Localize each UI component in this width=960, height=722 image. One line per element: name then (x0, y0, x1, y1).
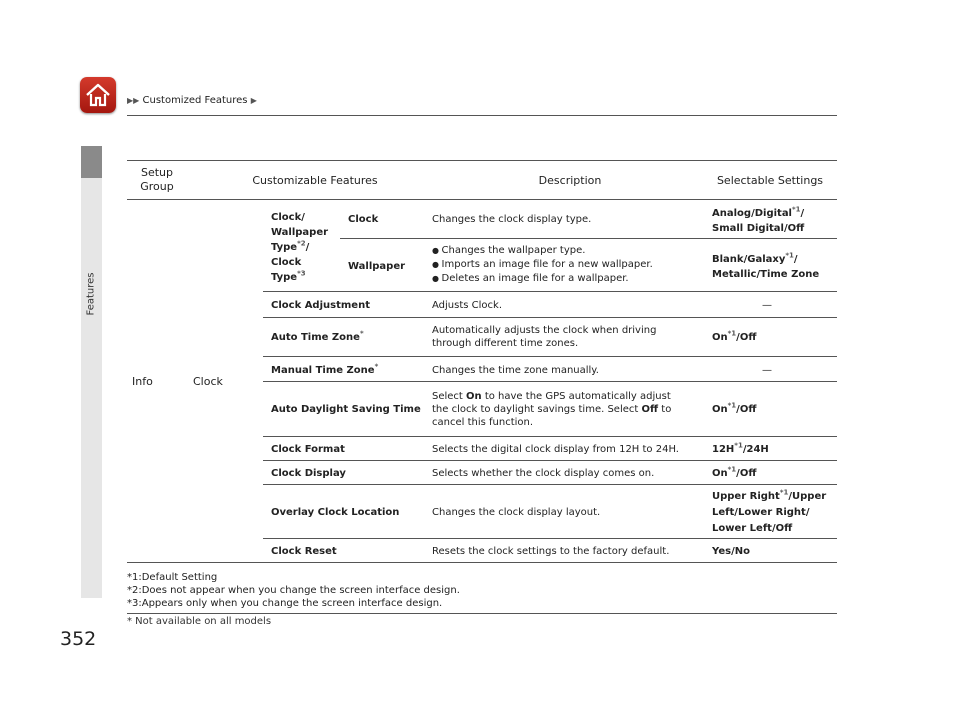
feature-clock: Clock (348, 214, 379, 225)
sup-default: *1 (785, 251, 794, 260)
feature-auto-dst: Auto Daylight Saving Time (271, 404, 421, 415)
breadcrumb[interactable] (127, 95, 257, 106)
sep: / (793, 254, 798, 265)
row-rule (263, 317, 837, 318)
desc-clock-adjustment: Adjusts Clock. (432, 300, 502, 311)
manual-time-zone-label: Manual Time Zone (271, 365, 375, 376)
sep: / (731, 546, 735, 557)
desc-dst-1c: to have the GPS automatically adjust (481, 391, 671, 402)
sup-default: *1 (727, 465, 737, 474)
note-default-setting: *1:Default Setting (127, 572, 218, 583)
sup-default: *1 (727, 401, 737, 410)
settings-clock-reset (712, 545, 750, 558)
setting-blank: Blank (712, 254, 744, 265)
setting-time-zone: Time Zone (760, 269, 820, 280)
feature-overlay-clock-location: Overlay Clock Location (271, 507, 400, 518)
sidebar-tab[interactable] (81, 146, 102, 178)
row-rule (263, 436, 837, 437)
setting-off: Off (775, 523, 793, 534)
desc-clock: Changes the clock display type. (432, 214, 592, 225)
setting-lower-right: Lower Right (737, 507, 806, 518)
sidebar-label: Features (85, 272, 97, 316)
cwt-line5: Type (271, 272, 298, 283)
cwt-line2: Wallpaper (271, 227, 329, 238)
settings-clock-format (712, 443, 769, 456)
desc-dst-2a: the clock to daylight savings time. Select (432, 404, 642, 415)
desc-overlay-clock-location: Changes the clock display layout. (432, 507, 601, 518)
feature-auto-time-zone (271, 331, 364, 344)
footer-rule (127, 613, 837, 614)
sep: / (736, 404, 740, 415)
header-setup-line1: Setup (140, 166, 174, 179)
setting-off: Off (739, 332, 757, 343)
setting-galaxy: Galaxy (747, 254, 786, 265)
desc-atz-1: Automatically adjusts the clock when driving (432, 325, 657, 336)
desc-dst-on: On (466, 391, 482, 402)
sep: / (751, 208, 755, 219)
cwt-sup2: *2 (297, 239, 306, 248)
note-appears-only: *3:Appears only when you change the screen interface design. (127, 598, 443, 609)
setting-left: Left (712, 507, 735, 518)
table-header-rule (127, 199, 837, 200)
setting-off: Off (739, 468, 757, 479)
sidebar-strip (81, 178, 102, 598)
sup-not-available: * (359, 329, 364, 338)
cwt-slash: / (305, 242, 310, 253)
setting-off: Off (787, 223, 805, 234)
setting-off: Off (739, 404, 757, 415)
row-rule (263, 291, 837, 292)
table-bottom-rule (127, 562, 837, 563)
setting-manual-time-zone: — (762, 365, 772, 376)
desc-clock-reset: Resets the clock settings to the factory default. (432, 546, 670, 557)
setting-no: No (734, 546, 750, 557)
row-rule (263, 356, 837, 357)
sep: / (742, 444, 747, 455)
desc-auto-dst (432, 390, 671, 429)
row-rule (340, 238, 837, 239)
cwt-sup3: *3 (297, 269, 306, 278)
sup-default: *1 (727, 329, 737, 338)
sep: / (783, 223, 788, 234)
setting-on: On (712, 332, 728, 343)
settings-clock (712, 206, 804, 236)
footer-note: * Not available on all models (127, 616, 272, 627)
setting-small-digital: Small Digital (712, 223, 784, 234)
sup-default: *1 (779, 488, 789, 497)
settings-auto-time-zone (712, 331, 756, 344)
setting-clock-adjustment: — (762, 300, 772, 311)
settings-overlay-clock-location (712, 489, 826, 537)
note-not-appear: *2:Does not appear when you change the screen interface design. (127, 585, 460, 596)
setting-lower-left: Lower Left (712, 523, 772, 534)
settings-wallpaper (712, 252, 819, 282)
setting-12h: 12H (712, 444, 735, 455)
setting-digital: Digital (754, 208, 792, 219)
setting-upper-right: Upper Right (712, 491, 780, 502)
cwt-line3: Type (271, 242, 298, 253)
sep: / (800, 208, 805, 219)
sep: / (788, 491, 793, 502)
sep: / (734, 507, 738, 518)
desc-dst-off: Off (641, 404, 659, 415)
header-features: Customizable Features (252, 174, 378, 187)
feature-clock-format: Clock Format (271, 444, 345, 455)
footnotes (127, 571, 460, 610)
setting-on: On (712, 468, 728, 479)
sep: / (771, 523, 776, 534)
desc-atz-2: through different time zones. (432, 338, 579, 349)
breadcrumb-section[interactable]: Customized Features (142, 95, 248, 106)
sep: / (743, 254, 748, 265)
feature-clock-display: Clock Display (271, 468, 346, 479)
sep: / (736, 468, 740, 479)
desc-manual-time-zone: Changes the time zone manually. (432, 365, 599, 376)
house-icon (85, 82, 111, 108)
setting-upper: Upper (792, 491, 827, 502)
desc-dst-3: cancel this function. (432, 417, 534, 428)
row-rule (263, 381, 837, 382)
breadcrumb-arrow-end: ▶ (250, 96, 257, 105)
header-description: Description (538, 174, 602, 187)
desc-wallpaper (432, 244, 653, 286)
settings-auto-dst (712, 403, 756, 416)
feature-wallpaper: Wallpaper (348, 261, 406, 272)
auto-time-zone-label: Auto Time Zone (271, 332, 360, 343)
home-icon[interactable] (80, 77, 116, 113)
feature-clock-adjustment: Clock Adjustment (271, 300, 370, 311)
row-rule (263, 484, 837, 485)
desc-wallpaper-3: ● Deletes an image file for a wallpaper. (432, 272, 653, 286)
setting-on: On (712, 404, 728, 415)
table-top-rule (127, 160, 837, 161)
desc-dst-2c: to (658, 404, 672, 415)
sup-not-available: * (374, 362, 379, 371)
subgroup-clock: Clock (193, 375, 223, 388)
breadcrumb-arrows: ▶▶ (127, 96, 140, 105)
clock-wallpaper-type-label (271, 210, 328, 285)
setting-24h: 24H (746, 444, 769, 455)
setting-yes: Yes (712, 546, 732, 557)
feature-manual-time-zone (271, 364, 378, 377)
header-setup-group (127, 166, 187, 194)
desc-clock-format: Selects the digital clock display from 12H to 24H. (432, 444, 679, 455)
cwt-line4: Clock (271, 257, 302, 268)
setting-analog: Analog (712, 208, 752, 219)
sup-default: *1 (734, 441, 743, 450)
sep: / (805, 507, 810, 518)
sep: / (756, 269, 761, 280)
header-settings: Selectable Settings (716, 174, 824, 187)
row-rule (263, 538, 837, 539)
desc-wallpaper-2: ● Imports an image file for a new wallpaper. (432, 258, 653, 272)
header-rule (127, 115, 837, 116)
settings-clock-display (712, 467, 756, 480)
sep: / (736, 332, 740, 343)
feature-clock-reset: Clock Reset (271, 546, 337, 557)
desc-dst-1a: Select (432, 391, 467, 402)
desc-clock-display: Selects whether the clock display comes on. (432, 468, 655, 479)
sup-default: *1 (792, 205, 801, 214)
header-setup-line2: Group (140, 180, 174, 193)
row-rule (263, 460, 837, 461)
page-number: 352 (60, 628, 97, 650)
cwt-line1: Clock/ (271, 212, 305, 223)
desc-auto-time-zone (432, 324, 656, 350)
group-info: Info (132, 375, 153, 388)
setting-metallic: Metallic (712, 269, 757, 280)
desc-wallpaper-1: ● Changes the wallpaper type. (432, 244, 653, 258)
